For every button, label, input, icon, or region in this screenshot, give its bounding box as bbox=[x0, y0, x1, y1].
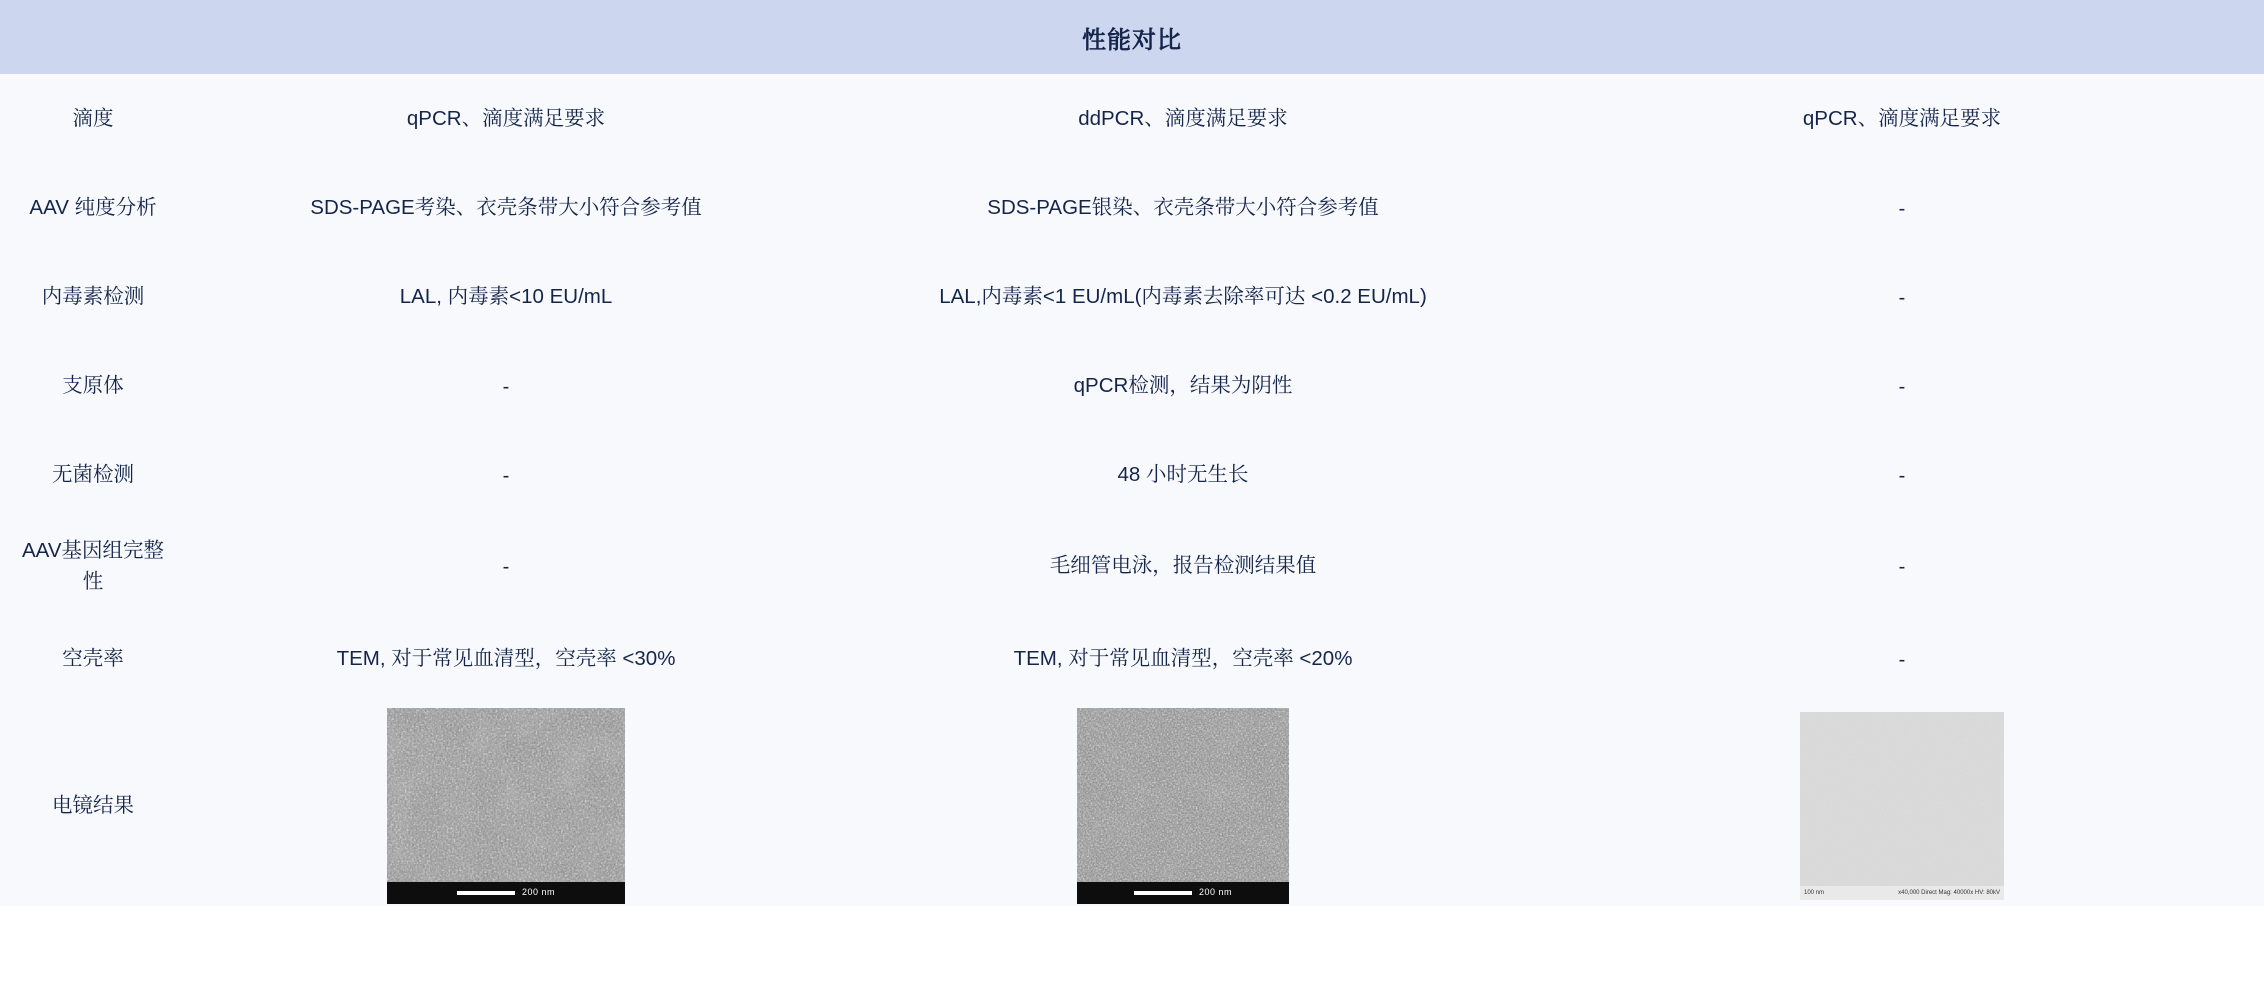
row-label-genome-integrity: AAV基因组完整性 bbox=[22, 538, 164, 593]
tem-micrograph-col1 bbox=[387, 708, 625, 904]
scalebar-label-left: 100 nm bbox=[1804, 889, 1825, 896]
cell-empty-ratio-col2: TEM, 对于常见血清型，空壳率 <20% bbox=[1013, 647, 1353, 671]
row-label-empty-ratio: 空壳率 bbox=[62, 647, 124, 671]
cell-tem-col3 bbox=[1540, 706, 2264, 906]
table-row bbox=[0, 431, 2264, 520]
cell-tem-col1 bbox=[186, 706, 826, 906]
tem-scalebar-col2 bbox=[1077, 882, 1289, 904]
table-row bbox=[0, 706, 2264, 906]
cell-genome-integrity-col3: - bbox=[1898, 555, 1906, 578]
tem-scalebar-col1 bbox=[387, 882, 625, 904]
cell-titer-col2: ddPCR、滴度满足要求 bbox=[1078, 106, 1288, 130]
tem-noise-icon bbox=[387, 708, 625, 904]
cell-mycoplasma-col3: - bbox=[1898, 375, 1906, 398]
page-title: 性能对比 bbox=[1082, 26, 1182, 54]
scalebar-label-right: x40,000 Direct Mag: 40000x HV: 80kV bbox=[1898, 889, 2000, 896]
row-label-sterility: 无菌检测 bbox=[52, 463, 134, 487]
row-label-tem-result: 电镜结果 bbox=[52, 793, 134, 817]
tem-micrograph-col2 bbox=[1077, 708, 1289, 904]
cell-titer-col3: qPCR、滴度满足要求 bbox=[1802, 106, 2002, 130]
table-row bbox=[0, 253, 2264, 342]
row-label-mycoplasma: 支原体 bbox=[62, 374, 124, 398]
cell-sterility-col1: - bbox=[502, 464, 510, 487]
row-label-purity: AAV 纯度分析 bbox=[29, 196, 157, 220]
table-row bbox=[0, 613, 2264, 706]
row-label-endotoxin: 内毒素检测 bbox=[41, 285, 145, 309]
cell-empty-ratio-col3: - bbox=[1898, 648, 1906, 671]
comparison-table bbox=[0, 74, 2264, 906]
cell-mycoplasma-col2: qPCR检测，结果为阴性 bbox=[1073, 374, 1293, 398]
cell-mycoplasma-col1: - bbox=[502, 375, 510, 398]
tem-noise-icon bbox=[1800, 712, 2004, 900]
tem-micrograph-col3 bbox=[1800, 712, 2004, 900]
cell-purity-col2: SDS-PAGE银染、衣壳条带大小符合参考值 bbox=[987, 196, 1379, 220]
cell-endotoxin-col1: LAL, 内毒素<10 EU/mL bbox=[399, 285, 613, 309]
row-label-titer: 滴度 bbox=[72, 106, 114, 130]
table-row bbox=[0, 520, 2264, 613]
table-row bbox=[0, 342, 2264, 431]
cell-sterility-col3: - bbox=[1898, 464, 1906, 487]
scalebar-label: 200 nm bbox=[521, 887, 556, 898]
tem-noise-icon bbox=[1077, 708, 1289, 904]
cell-tem-col2 bbox=[826, 706, 1540, 906]
table-row bbox=[0, 74, 2264, 164]
cell-purity-col3: - bbox=[1898, 197, 1906, 220]
table-title-bar bbox=[0, 0, 2264, 74]
cell-sterility-col2: 48 小时无生长 bbox=[1117, 463, 1249, 487]
cell-genome-integrity-col1: - bbox=[502, 555, 510, 578]
cell-endotoxin-col2: LAL,内毒素<1 EU/mL(内毒素去除率可达 <0.2 EU/mL) bbox=[939, 285, 1427, 309]
cell-empty-ratio-col1: TEM, 对于常见血清型，空壳率 <30% bbox=[336, 647, 676, 671]
tem-scalebar-col3 bbox=[1800, 886, 2004, 900]
table-row bbox=[0, 164, 2264, 253]
cell-purity-col1: SDS-PAGE考染、衣壳条带大小符合参考值 bbox=[310, 196, 702, 220]
cell-endotoxin-col3: - bbox=[1898, 286, 1906, 309]
cell-titer-col1: qPCR、滴度满足要求 bbox=[406, 106, 606, 130]
cell-genome-integrity-col2: 毛细管电泳，报告检测结果值 bbox=[1049, 554, 1317, 578]
scalebar-label: 200 nm bbox=[1198, 887, 1233, 898]
scalebar-line-icon bbox=[457, 891, 515, 895]
scalebar-line-icon bbox=[1134, 891, 1192, 895]
